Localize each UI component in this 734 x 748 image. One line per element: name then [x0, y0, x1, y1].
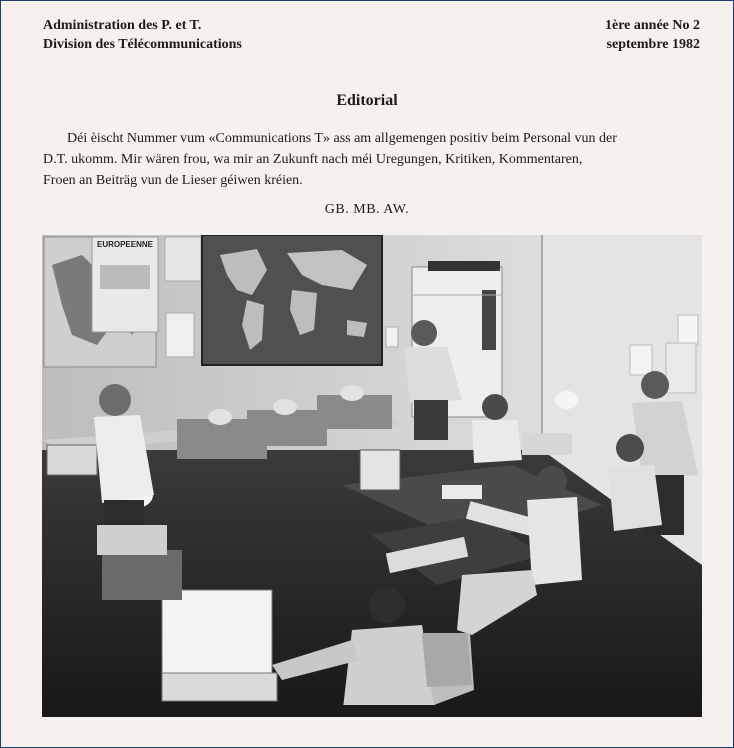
editorial-signature: GB. MB. AW.: [324, 202, 410, 217]
editorial-line-1: Déi èischt Nummer vum «Communications T» ass am allgemengen positiv beim Personal vun der: [67, 131, 617, 146]
office-chair: [422, 633, 472, 687]
issue-date: septembre 1982: [606, 37, 700, 52]
publisher-block: [43, 16, 242, 54]
office-photo: [42, 235, 702, 717]
issue-block: [605, 16, 700, 54]
issue-number: 1ère année No 2: [605, 18, 700, 33]
publisher-name: Administration des P. et T.: [43, 18, 202, 33]
editorial-line-3: Froen an Beiträg vun de Lieser géiwen kréien.: [43, 173, 303, 188]
editorial-line-2: D.T. ukomm. Mir wären frou, wa mir an Zukunft nach méi Uregungen, Kritiken, Kommentaren,: [43, 152, 583, 167]
editorial-text: [43, 128, 701, 191]
world-map: [202, 235, 382, 365]
division-name: Division des Télécommunications: [43, 37, 242, 52]
wall-poster: [92, 237, 158, 332]
page-title: Editorial: [336, 92, 398, 109]
poster-label: EUROPEENNE: [96, 240, 154, 249]
